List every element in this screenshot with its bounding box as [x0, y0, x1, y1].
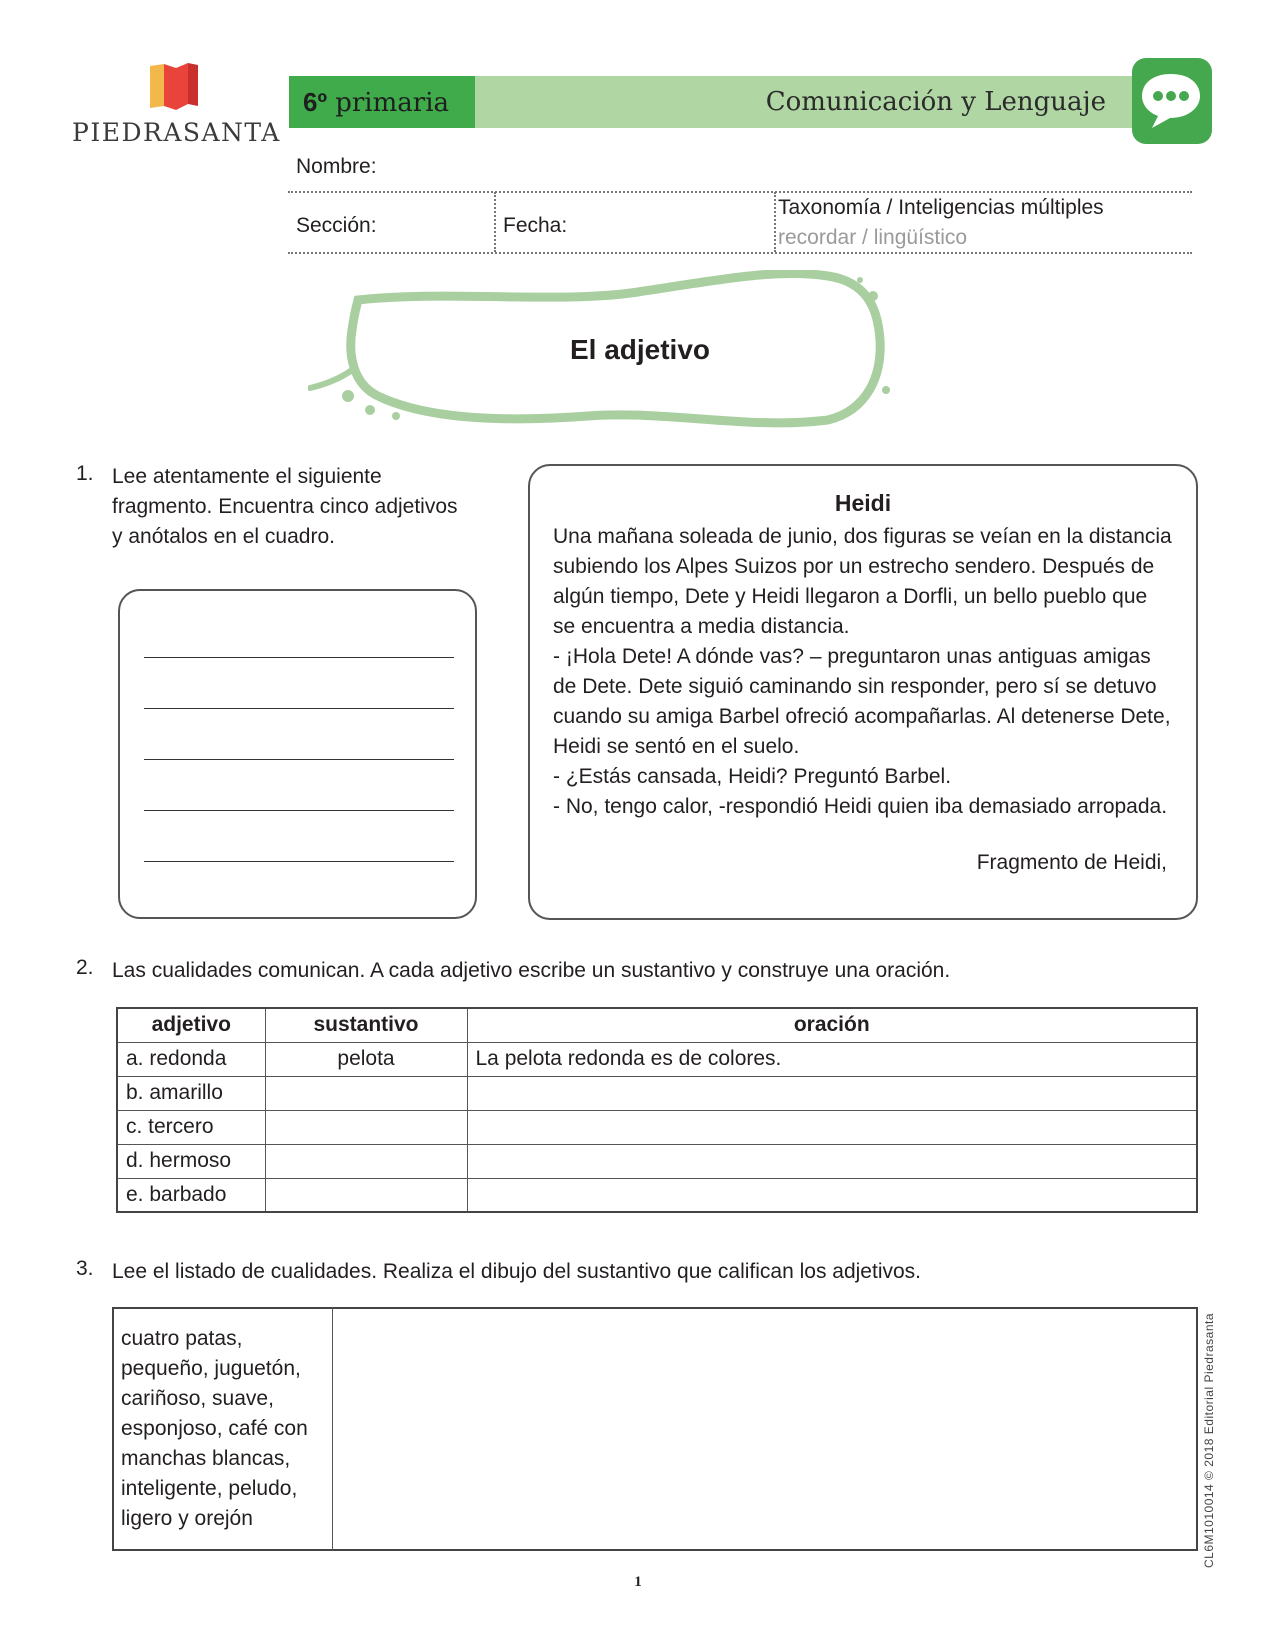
question-3-text: Lee el listado de cualidades. Realiza el dibujo del sustantivo que califican los adjetivos. [112, 1260, 922, 1283]
story-line: de Dete. Dete siguió caminando sin responder, pero sí se detuvo [553, 675, 1157, 698]
table-row [117, 1042, 1197, 1076]
answer-line[interactable] [144, 657, 454, 658]
form-divider [288, 252, 1192, 254]
story-line: - ¿Estás cansada, Heidi? Preguntó Barbel. [553, 765, 952, 788]
answer-line[interactable] [144, 759, 454, 760]
noun-cell[interactable] [265, 1110, 467, 1144]
question-line: Lee atentamente el siguiente [112, 465, 382, 488]
sentence-cell[interactable] [467, 1076, 1197, 1110]
quality-line: esponjoso, café con [121, 1417, 308, 1440]
story-line: Una mañana soleada de junio, dos figuras se veían en la distancia [553, 525, 1172, 548]
drawing-area[interactable] [334, 1309, 1196, 1549]
noun-cell[interactable] [265, 1076, 467, 1110]
story-line: - No, tengo calor, -respondió Heidi quien iba demasiado arropada. [553, 795, 1168, 818]
section-label: Sección: [296, 214, 377, 237]
answer-line[interactable] [144, 861, 454, 862]
question-line: y anótalos en el cuadro. [112, 525, 335, 548]
quality-line: inteligente, peludo, [121, 1477, 298, 1500]
table-row [117, 1144, 1197, 1178]
sentence-cell[interactable] [467, 1178, 1197, 1212]
adjective-cell: e. barbado [117, 1178, 265, 1212]
adjective-answer-box [118, 589, 477, 919]
story-line: - ¡Hola Dete! A dónde vas? – preguntaron unas antiguas amigas [553, 645, 1151, 668]
speech-bubble-icon [1128, 56, 1214, 148]
noun-cell[interactable] [265, 1144, 467, 1178]
page-title: El adjetivo [569, 334, 711, 365]
taxonomy-label: Taxonomía / Inteligencias múltiples [778, 196, 1104, 219]
adjective-cell: d. hermoso [117, 1144, 265, 1178]
question-number: 3. [76, 1257, 94, 1280]
table-row [117, 1178, 1197, 1212]
adjective-cell: c. tercero [117, 1110, 265, 1144]
sentence-cell[interactable] [467, 1144, 1197, 1178]
form-divider [774, 192, 776, 252]
quality-line: ligero y orejón [121, 1507, 253, 1530]
story-text [553, 522, 1183, 822]
quality-line: pequeño, juguetón, [121, 1357, 301, 1380]
question-line: fragmento. Encuentra cinco adjetivos [112, 495, 458, 518]
column-header: sustantivo [265, 1008, 467, 1042]
story-line: subiendo los Alpes Suizos por un estrecho sendero. Después de [553, 555, 1155, 578]
question-1-text [112, 462, 492, 552]
question-number: 2. [76, 956, 94, 979]
grade-label [289, 76, 475, 128]
sentence-cell[interactable] [467, 1110, 1197, 1144]
quality-line: manchas blancas, [121, 1447, 291, 1470]
adjective-cell: b. amarillo [117, 1076, 265, 1110]
question-number: 1. [76, 462, 94, 485]
name-label: Nombre: [296, 155, 377, 178]
copyright-vertical: CL6M1010014 © 2018 Editorial Piedrasanta [1202, 1313, 1216, 1568]
grade-word: primaria [335, 88, 450, 118]
noun-cell[interactable]: pelota [265, 1042, 467, 1076]
answer-line[interactable] [144, 708, 454, 709]
adjective-table [116, 1007, 1198, 1213]
logo-book-icon [148, 62, 200, 112]
table-header-row [117, 1008, 1197, 1042]
answer-line[interactable] [144, 810, 454, 811]
adjective-cell: a. redonda [117, 1042, 265, 1076]
question-2-text: Las cualidades comunican. A cada adjetivo escribe un sustantivo y construye una oración. [112, 959, 951, 982]
story-source: Fragmento de Heidi, [976, 851, 1167, 874]
form-divider [288, 191, 1192, 193]
page-number: 1 [634, 1574, 642, 1590]
subject-title: Comunicación y Lenguaje [765, 87, 1106, 117]
taxonomy-value: recordar / lingüístico [778, 226, 968, 249]
column-header: oración [467, 1008, 1197, 1042]
sentence-cell[interactable]: La pelota redonda es de colores. [467, 1042, 1197, 1076]
story-title: Heidi [834, 490, 892, 516]
date-label: Fecha: [503, 214, 568, 237]
quality-line: cariñoso, suave, [121, 1387, 274, 1410]
logo-wordmark: PIEDRASANTA [72, 118, 281, 147]
noun-cell[interactable] [265, 1178, 467, 1212]
drawing-box-divider [332, 1307, 333, 1551]
column-header: adjetivo [117, 1008, 265, 1042]
story-line: cuando su amiga Barbel ofreció acompañarlas. Al detenerse Dete, [553, 705, 1171, 728]
qualities-list [121, 1324, 331, 1534]
table-row [117, 1076, 1197, 1110]
quality-line: cuatro patas, [121, 1327, 243, 1350]
story-line: algún tiempo, Dete y Heidi llegaron a Dorfli, un bello pueblo que [553, 585, 1148, 608]
form-divider [494, 192, 496, 252]
story-line: se encuentra a media distancia. [553, 615, 850, 638]
story-line: Heidi se sentó en el suelo. [553, 735, 800, 758]
grade-number: 6º [303, 87, 327, 117]
table-row [117, 1110, 1197, 1144]
